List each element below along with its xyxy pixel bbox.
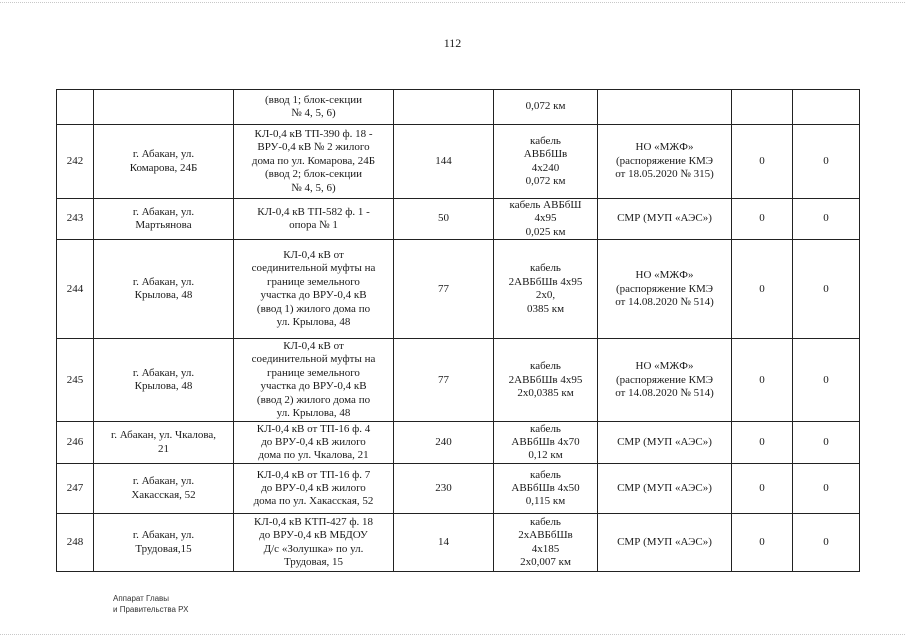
address-cell: г. Абакан, ул. Трудовая,15 (94, 514, 234, 572)
cable-line-cell: КЛ-0,4 кВ от ТП-16 ф. 7 до ВРУ-0,4 кВ жилого дома по ул. Хакасская, 52 (234, 464, 394, 514)
address-cell: г. Абакан, ул. Крылова, 48 (94, 339, 234, 422)
registry-body (57, 90, 860, 572)
length-cell: 240 (394, 422, 494, 464)
cable-spec-cell: кабель 2АВБбШв 4х95 2х0,0385 км (494, 339, 598, 422)
cable-line-cell: КЛ-0,4 кВ КТП-427 ф. 18 до ВРУ-0,4 кВ МБДОУ Д/с «Золушка» по ул. Трудовая, 15 (234, 514, 394, 572)
table-row (57, 422, 860, 464)
table-row (57, 514, 860, 572)
owner-cell: НО «МЖФ» (распоряжение КМЭ от 14.08.2020 № 514) (598, 240, 732, 339)
value-cell-2: 0 (793, 514, 860, 572)
stamp-line-2: и Правительства РХ (113, 605, 189, 614)
cable-spec-cell: кабель АВБбШв 4х70 0,12 км (494, 422, 598, 464)
table-row (57, 240, 860, 339)
value-cell-1: 0 (732, 240, 793, 339)
length-cell: 230 (394, 464, 494, 514)
value-cell-2: 0 (793, 125, 860, 199)
value-cell-1: 0 (732, 514, 793, 572)
row-number: 242 (57, 125, 94, 199)
cable-line-cell: КЛ-0,4 кВ от соединительной муфты на границе земельного участка до ВРУ-0,4 кВ (ввод 2) жилого дома по ул. Крылова, 48 (234, 339, 394, 422)
scan-edge-top (0, 2, 905, 3)
address-cell: г. Абакан, ул. Чкалова, 21 (94, 422, 234, 464)
stamp-line-1: Аппарат Главы (113, 594, 170, 603)
registry-table (56, 89, 860, 572)
value-cell-1: 0 (732, 339, 793, 422)
office-stamp (113, 593, 188, 615)
cable-spec-cell: кабель АВБбШ 4х95 0,025 км (494, 199, 598, 240)
cable-line-cell: (ввод 1; блок-секции № 4, 5, 6) (234, 90, 394, 125)
value-cell-2: 0 (793, 422, 860, 464)
page-number: 112 (443, 36, 462, 50)
owner-cell: СМР (МУП «АЭС») (598, 514, 732, 572)
owner-cell: СМР (МУП «АЭС») (598, 464, 732, 514)
row-number: 246 (57, 422, 94, 464)
owner-cell (598, 90, 732, 125)
length-cell: 50 (394, 199, 494, 240)
value-cell-1: 0 (732, 199, 793, 240)
table-row (57, 199, 860, 240)
cable-spec-cell: 0,072 км (494, 90, 598, 125)
value-cell-2: 0 (793, 339, 860, 422)
address-cell (94, 90, 234, 125)
cable-spec-cell: кабель 2хАВБбШв 4х185 2х0,007 км (494, 514, 598, 572)
length-cell (394, 90, 494, 125)
cable-spec-cell: кабель АВБбШв 4х50 0,115 км (494, 464, 598, 514)
row-number: 247 (57, 464, 94, 514)
cable-spec-cell: кабель 2АВБбШв 4х95 2х0, 0385 км (494, 240, 598, 339)
row-number: 244 (57, 240, 94, 339)
owner-cell: СМР (МУП «АЭС») (598, 199, 732, 240)
length-cell: 144 (394, 125, 494, 199)
value-cell-1: 0 (732, 464, 793, 514)
cable-line-cell: КЛ-0,4 кВ ТП-582 ф. 1 - опора № 1 (234, 199, 394, 240)
owner-cell: СМР (МУП «АЭС») (598, 422, 732, 464)
value-cell-2: 0 (793, 199, 860, 240)
cable-spec-cell: кабель АВБбШв 4х240 0,072 км (494, 125, 598, 199)
value-cell-1 (732, 90, 793, 125)
cable-line-cell: КЛ-0,4 кВ от соединительной муфты на границе земельного участка до ВРУ-0,4 кВ (ввод 1) жилого дома по ул. Крылова, 48 (234, 240, 394, 339)
table-row (57, 90, 860, 125)
address-cell: г. Абакан, ул. Хакасская, 52 (94, 464, 234, 514)
value-cell-1: 0 (732, 422, 793, 464)
address-cell: г. Абакан, ул. Комарова, 24Б (94, 125, 234, 199)
table-row (57, 464, 860, 514)
address-cell: г. Абакан, ул. Мартьянова (94, 199, 234, 240)
length-cell: 77 (394, 240, 494, 339)
row-number (57, 90, 94, 125)
value-cell-2: 0 (793, 464, 860, 514)
scan-edge-bottom (0, 634, 905, 635)
row-number: 243 (57, 199, 94, 240)
cable-line-cell: КЛ-0,4 кВ от ТП-16 ф. 4 до ВРУ-0,4 кВ жилого дома по ул. Чкалова, 21 (234, 422, 394, 464)
owner-cell: НО «МЖФ» (распоряжение КМЭ от 14.08.2020 № 514) (598, 339, 732, 422)
table-row (57, 339, 860, 422)
value-cell-2: 0 (793, 240, 860, 339)
length-cell: 77 (394, 339, 494, 422)
address-cell: г. Абакан, ул. Крылова, 48 (94, 240, 234, 339)
value-cell-1: 0 (732, 125, 793, 199)
owner-cell: НО «МЖФ» (распоряжение КМЭ от 18.05.2020 № 315) (598, 125, 732, 199)
length-cell: 14 (394, 514, 494, 572)
cable-line-cell: КЛ-0,4 кВ ТП-390 ф. 18 - ВРУ-0,4 кВ № 2 жилого дома по ул. Комарова, 24Б (ввод 2; блок-секции № 4, 5, 6) (234, 125, 394, 199)
table-row (57, 125, 860, 199)
row-number: 245 (57, 339, 94, 422)
value-cell-2 (793, 90, 860, 125)
row-number: 248 (57, 514, 94, 572)
